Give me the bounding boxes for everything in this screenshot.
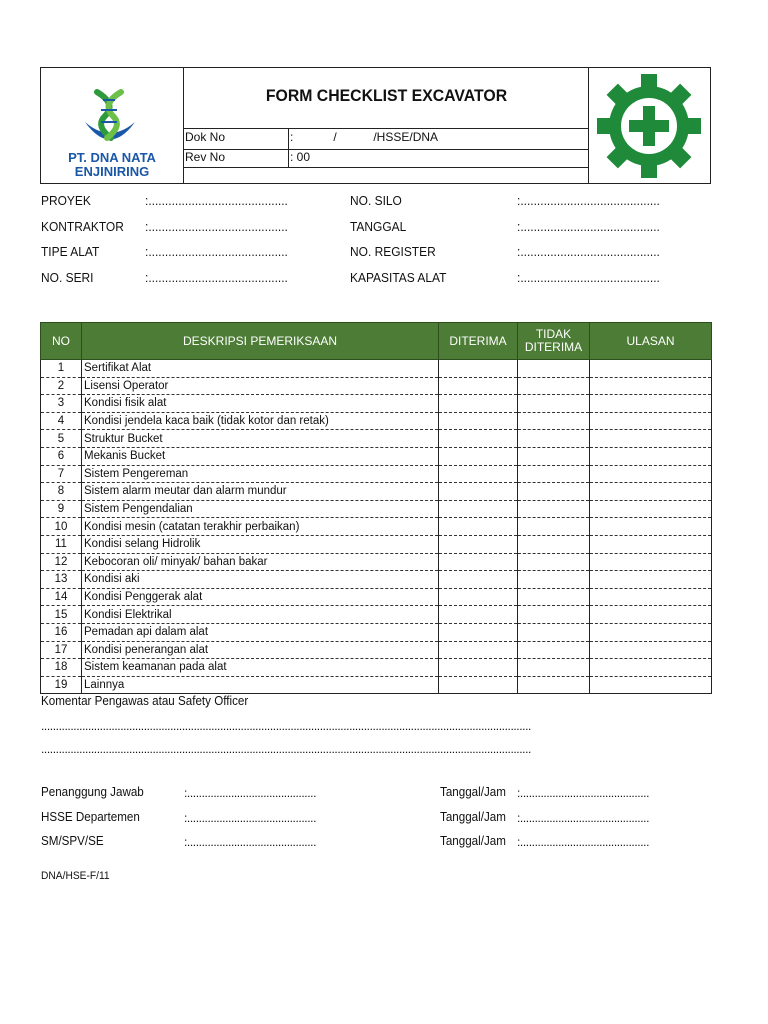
row-tidak-diterima-cell[interactable]	[518, 360, 590, 378]
row-diterima-cell[interactable]	[439, 518, 518, 536]
table-row	[41, 659, 712, 677]
row-tidak-diterima-cell[interactable]	[518, 571, 590, 589]
row-no: 17	[41, 641, 82, 659]
row-diterima-cell[interactable]	[439, 500, 518, 518]
row-no: 6	[41, 447, 82, 465]
document-header	[40, 67, 711, 184]
table-row	[41, 395, 712, 413]
comment-line-2[interactable]: .......................................................................................................................................................................	[41, 742, 531, 756]
row-no: 2	[41, 377, 82, 395]
row-no: 12	[41, 553, 82, 571]
table-row	[41, 500, 712, 518]
row-tidak-diterima-cell[interactable]	[518, 553, 590, 571]
info-label-no-silo: NO. SILO	[350, 193, 402, 208]
row-diterima-cell[interactable]	[439, 553, 518, 571]
row-description: Sistem keamanan pada alat	[82, 659, 439, 677]
info-label-no-seri: NO. SERI	[41, 270, 94, 285]
row-description: Kondisi jendela kaca baik (tidak kotor dan retak)	[82, 412, 439, 430]
row-description: Kondisi mesin (catatan terakhir perbaikan)	[82, 518, 439, 536]
col-header-ulasan: ULASAN	[590, 323, 712, 360]
signoff-date-label-3: Tanggal/Jam	[440, 834, 506, 848]
row-diterima-cell[interactable]	[439, 588, 518, 606]
row-description: Kondisi fisik alat	[82, 395, 439, 413]
row-no: 7	[41, 465, 82, 483]
signoff-date-label-2: Tanggal/Jam	[440, 810, 506, 824]
col-header-no: NO	[41, 323, 82, 360]
row-ulasan-cell[interactable]	[590, 377, 712, 395]
row-diterima-cell[interactable]	[439, 447, 518, 465]
row-tidak-diterima-cell[interactable]	[518, 535, 590, 553]
info-value-no-seri[interactable]: :..........................................	[145, 270, 288, 285]
col-header-deskripsi: DESKRIPSI PEMERIKSAAN	[82, 323, 439, 360]
form-title: FORM CHECKLIST EXCAVATOR	[265, 86, 508, 105]
info-label-tanggal: TANGGAL	[350, 219, 407, 234]
row-tidak-diterima-cell[interactable]	[518, 518, 590, 536]
row-description: Sistem alarm meutar dan alarm mundur	[82, 483, 439, 501]
row-tidak-diterima-cell[interactable]	[518, 500, 590, 518]
row-tidak-diterima-cell[interactable]	[518, 623, 590, 641]
row-diterima-cell[interactable]	[439, 483, 518, 501]
info-value-kapasitas-alat[interactable]: :..........................................	[517, 270, 660, 285]
table-row	[41, 377, 712, 395]
row-description: Kondisi Elektrikal	[82, 606, 439, 624]
rev-no-value: : 00	[290, 150, 311, 164]
table-row	[41, 571, 712, 589]
company-logo-icon	[75, 82, 145, 152]
table-row	[41, 518, 712, 536]
row-no: 18	[41, 659, 82, 677]
info-label-proyek: PROYEK	[41, 193, 91, 208]
signoff-role-penanggung-jawab: Penanggung Jawab	[41, 785, 144, 799]
row-description: Kondisi selang Hidrolik	[82, 535, 439, 553]
row-no: 15	[41, 606, 82, 624]
signoff-date-value-1[interactable]: :............................................	[517, 786, 650, 800]
table-row	[41, 412, 712, 430]
dok-no-label: Dok No	[185, 130, 226, 144]
info-value-kontraktor[interactable]: :..........................................	[145, 219, 288, 234]
row-tidak-diterima-cell[interactable]	[518, 395, 590, 413]
info-label-no-register: NO. REGISTER	[350, 244, 436, 259]
row-ulasan-cell[interactable]	[590, 659, 712, 677]
row-ulasan-cell[interactable]	[590, 606, 712, 624]
row-tidak-diterima-cell[interactable]	[518, 430, 590, 448]
row-tidak-diterima-cell[interactable]	[518, 483, 590, 501]
table-row	[41, 483, 712, 501]
form-code: DNA/HSE-F/11	[41, 870, 110, 882]
row-ulasan-cell[interactable]	[590, 412, 712, 430]
row-description: Sistem Pengendalian	[82, 500, 439, 518]
row-tidak-diterima-cell[interactable]	[518, 659, 590, 677]
row-tidak-diterima-cell[interactable]	[518, 412, 590, 430]
row-tidak-diterima-cell[interactable]	[518, 606, 590, 624]
row-no: 19	[41, 676, 82, 694]
row-no: 8	[41, 483, 82, 501]
row-tidak-diterima-cell[interactable]	[518, 588, 590, 606]
row-ulasan-cell[interactable]	[590, 553, 712, 571]
table-row	[41, 623, 712, 641]
row-diterima-cell[interactable]	[439, 606, 518, 624]
row-diterima-cell[interactable]	[439, 659, 518, 677]
row-no: 13	[41, 571, 82, 589]
row-ulasan-cell[interactable]	[590, 588, 712, 606]
row-ulasan-cell[interactable]	[590, 360, 712, 378]
row-ulasan-cell[interactable]	[590, 535, 712, 553]
row-description: Kondisi aki	[82, 571, 439, 589]
info-value-no-register[interactable]: :..........................................	[517, 244, 660, 259]
info-label-kapasitas-alat: KAPASITAS ALAT	[350, 270, 447, 285]
table-header-row	[41, 323, 712, 360]
row-ulasan-cell[interactable]	[590, 623, 712, 641]
row-tidak-diterima-cell[interactable]	[518, 641, 590, 659]
signoff-value-penanggung-jawab[interactable]: :............................................	[184, 786, 317, 800]
info-value-proyek[interactable]: :..........................................	[145, 193, 288, 208]
info-value-no-silo[interactable]: :..........................................	[517, 193, 660, 208]
row-ulasan-cell[interactable]	[590, 500, 712, 518]
row-no: 10	[41, 518, 82, 536]
info-value-tipe-alat[interactable]: :..........................................	[145, 244, 288, 259]
company-name-line2: ENJINIRING	[74, 164, 150, 179]
row-description: Lainnya	[82, 676, 439, 694]
signoff-value-sm-spv-se[interactable]: :............................................	[184, 835, 317, 849]
row-ulasan-cell[interactable]	[590, 571, 712, 589]
row-diterima-cell[interactable]	[439, 623, 518, 641]
comment-line-1[interactable]: .......................................................................................................................................................................	[41, 719, 531, 733]
table-row	[41, 447, 712, 465]
signoff-date-value-3[interactable]: :............................................	[517, 835, 650, 849]
row-diterima-cell[interactable]	[439, 535, 518, 553]
signoff-role-hsse: HSSE Departemen	[41, 810, 140, 824]
row-diterima-cell[interactable]	[439, 395, 518, 413]
row-ulasan-cell[interactable]	[590, 395, 712, 413]
row-ulasan-cell[interactable]	[590, 483, 712, 501]
row-diterima-cell[interactable]	[439, 465, 518, 483]
info-label-tipe-alat: TIPE ALAT	[41, 244, 100, 259]
row-diterima-cell[interactable]	[439, 430, 518, 448]
signoff-date-label-1: Tanggal/Jam	[440, 785, 506, 799]
row-tidak-diterima-cell[interactable]	[518, 447, 590, 465]
table-row	[41, 641, 712, 659]
row-diterima-cell[interactable]	[439, 377, 518, 395]
row-no: 1	[41, 360, 82, 378]
row-no: 3	[41, 395, 82, 413]
row-description: Kondisi Penggerak alat	[82, 588, 439, 606]
row-tidak-diterima-cell[interactable]	[518, 676, 590, 694]
table-row	[41, 588, 712, 606]
table-row	[41, 465, 712, 483]
row-no: 14	[41, 588, 82, 606]
table-row	[41, 360, 712, 378]
safety-gear-icon	[593, 74, 705, 178]
row-diterima-cell[interactable]	[439, 571, 518, 589]
col-header-diterima: DITERIMA	[439, 323, 518, 360]
table-row	[41, 535, 712, 553]
table-row	[41, 606, 712, 624]
rev-no-label: Rev No	[185, 150, 226, 164]
row-description: Lisensi Operator	[82, 377, 439, 395]
signoff-value-hsse[interactable]: :............................................	[184, 811, 317, 825]
row-description: Mekanis Bucket	[82, 447, 439, 465]
row-description: Sertifikat Alat	[82, 360, 439, 378]
row-ulasan-cell[interactable]	[590, 447, 712, 465]
row-diterima-cell[interactable]	[439, 360, 518, 378]
signoff-date-value-2[interactable]: :............................................	[517, 811, 650, 825]
info-value-tanggal[interactable]: :..........................................	[517, 219, 660, 234]
signoff-role-sm-spv-se: SM/SPV/SE	[41, 834, 104, 848]
row-diterima-cell[interactable]	[439, 676, 518, 694]
col-header-tidak-diterima: TIDAK DITERIMA	[518, 323, 590, 360]
row-ulasan-cell[interactable]	[590, 518, 712, 536]
row-no: 9	[41, 500, 82, 518]
row-ulasan-cell[interactable]	[590, 430, 712, 448]
row-ulasan-cell[interactable]	[590, 465, 712, 483]
company-name-line1: PT. DNA NATA	[68, 150, 156, 165]
row-no: 4	[41, 412, 82, 430]
row-ulasan-cell[interactable]	[590, 641, 712, 659]
row-no: 5	[41, 430, 82, 448]
comment-label: Komentar Pengawas atau Safety Officer	[41, 694, 249, 708]
row-description: Kebocoran oli/ minyak/ bahan bakar	[82, 553, 439, 571]
row-no: 16	[41, 623, 82, 641]
table-row	[41, 430, 712, 448]
row-ulasan-cell[interactable]	[590, 676, 712, 694]
checklist-table	[40, 322, 712, 694]
row-description: Kondisi penerangan alat	[82, 641, 439, 659]
row-tidak-diterima-cell[interactable]	[518, 465, 590, 483]
row-tidak-diterima-cell[interactable]	[518, 377, 590, 395]
table-row	[41, 676, 712, 694]
row-no: 11	[41, 535, 82, 553]
info-label-kontraktor: KONTRAKTOR	[41, 219, 124, 234]
row-description: Sistem Pengereman	[82, 465, 439, 483]
row-description: Struktur Bucket	[82, 430, 439, 448]
row-diterima-cell[interactable]	[439, 641, 518, 659]
table-row	[41, 553, 712, 571]
row-diterima-cell[interactable]	[439, 412, 518, 430]
dok-no-value: : / /HSSE/DNA	[290, 130, 439, 144]
row-description: Pemadan api dalam alat	[82, 623, 439, 641]
